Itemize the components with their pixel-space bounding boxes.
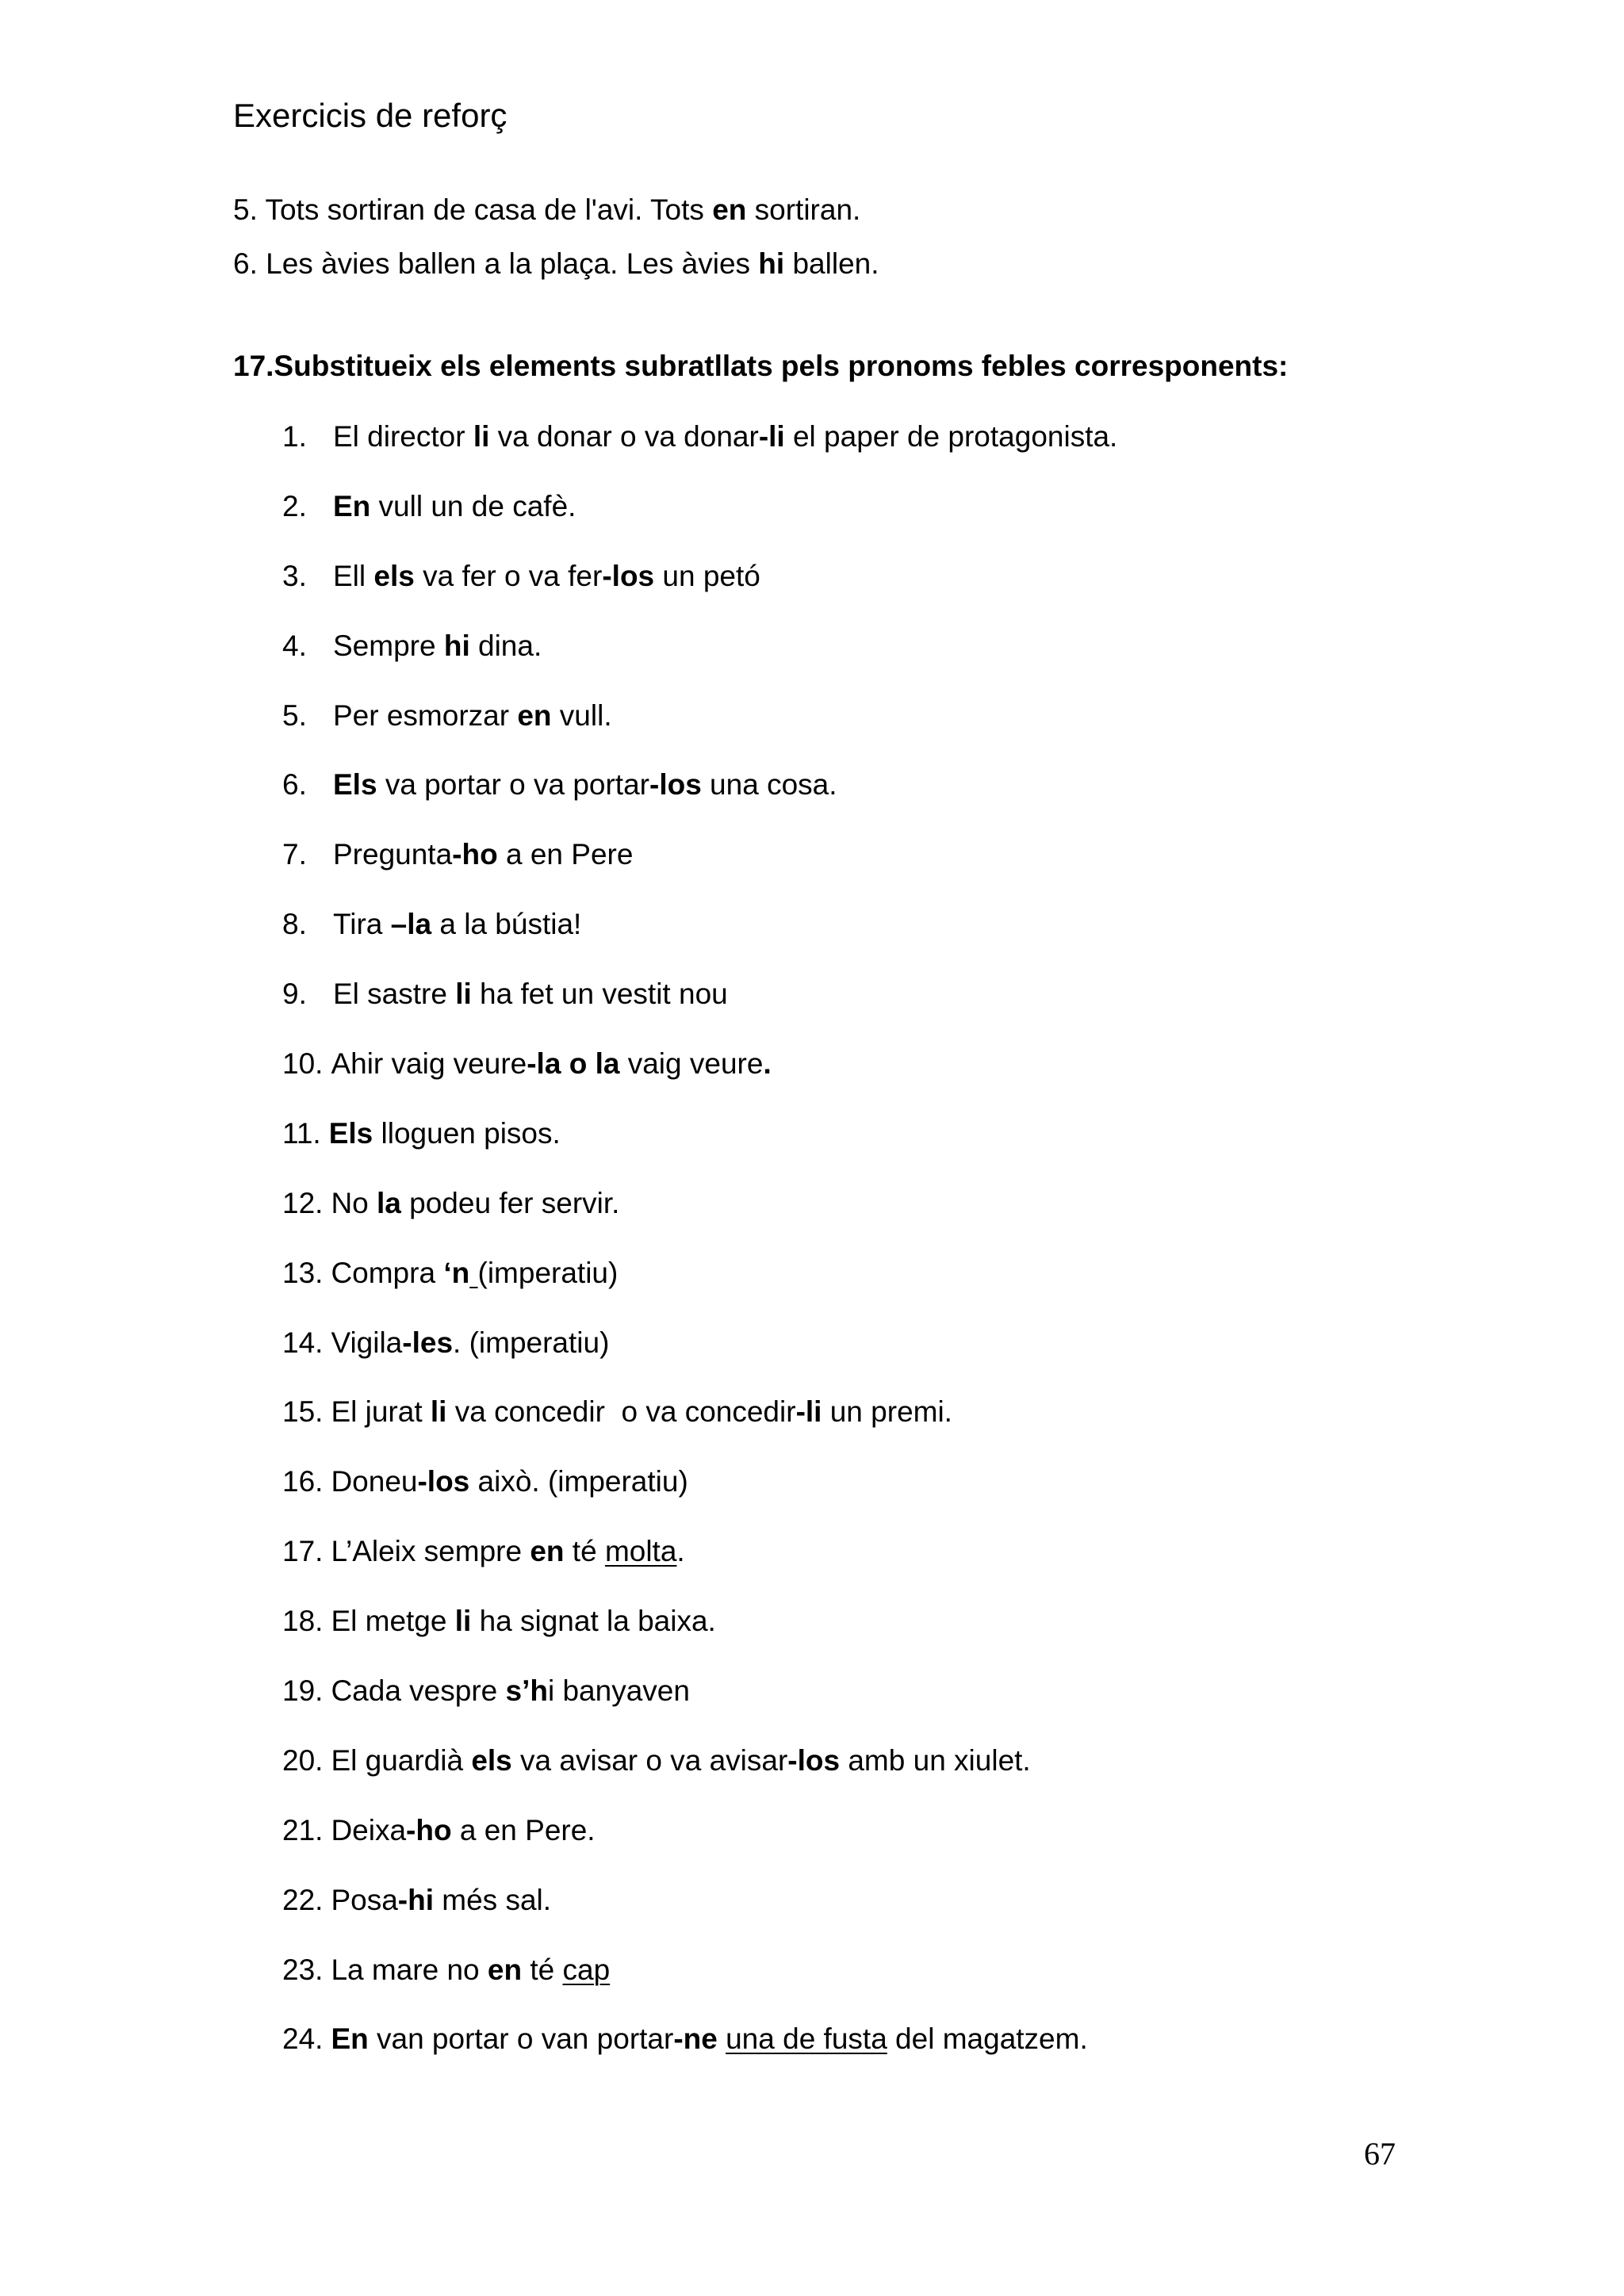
item-sentence <box>331 1812 595 1850</box>
exercise-heading: 17.Substitueix els elements subratllats pels pronoms febles corresponents: <box>233 350 1289 382</box>
item-number: 8. <box>282 908 307 941</box>
item-number: 22. <box>282 1883 324 1916</box>
item-sentence <box>331 2020 1087 2058</box>
item-sentence <box>331 1045 771 1083</box>
exercise-item <box>282 1254 1117 1324</box>
sentence-text: una cosa. <box>701 768 837 802</box>
sentence-text: 5. Tots sortiran de casa de l'avi. Tots <box>233 193 713 226</box>
sentence-text: té <box>564 1535 605 1568</box>
sentence-text: això. (imperatiu) <box>469 1465 688 1498</box>
bold-pronoun: els <box>471 1743 512 1777</box>
sentence-text: El jurat <box>331 1395 431 1429</box>
sentence-text: a en Pere. <box>451 1813 596 1846</box>
item-sentence <box>333 905 581 943</box>
sentence-text: El director <box>333 420 473 453</box>
sentence-text: Compra <box>331 1256 444 1289</box>
sentence-text: van portar o van portar <box>368 2022 674 2056</box>
bold-pronoun: Els <box>333 768 377 802</box>
sentence-text: un petó <box>654 559 760 592</box>
sentence-text: vaig veure <box>619 1047 764 1081</box>
sentence-text: Posa <box>331 1883 398 1916</box>
bold-pronoun: -los <box>417 1465 470 1498</box>
exercise-item <box>282 488 1117 557</box>
bold-pronoun: li <box>473 420 490 453</box>
bold-pronoun: -li <box>795 1395 822 1429</box>
sentence-text: del magatzem. <box>887 2022 1088 2056</box>
bold-pronoun: -la o la <box>527 1047 620 1081</box>
exercise-item <box>282 1742 1117 1812</box>
sentence-text: va donar o va donar <box>489 420 759 453</box>
bold-pronoun: li <box>454 1605 472 1638</box>
exercise-item <box>282 905 1117 975</box>
bold-pronoun: li <box>455 978 472 1011</box>
sentence-text: vull. <box>551 698 612 732</box>
bold-pronoun: hi <box>758 247 785 280</box>
bold-pronoun: -hi <box>397 1883 434 1916</box>
bold-pronoun: -les <box>402 1326 454 1359</box>
bold-pronoun: –la <box>390 908 432 941</box>
item-number: 20. <box>282 1743 324 1777</box>
bold-pronoun: -ho <box>452 838 498 871</box>
item-sentence <box>333 697 612 735</box>
exercise-item <box>282 1951 1117 2021</box>
item-number: 6. <box>282 768 307 802</box>
underlined-text: una de fusta <box>726 2022 887 2056</box>
sentence-text: Sempre <box>333 629 444 662</box>
item-sentence <box>333 766 837 804</box>
bold-pronoun: En <box>331 2022 369 2056</box>
sentence-text: lloguen pisos. <box>373 1116 561 1150</box>
bold-pronoun: . <box>763 1047 772 1081</box>
item-number: 11. <box>282 1116 321 1150</box>
bold-pronoun: en <box>712 193 747 226</box>
sentence-text: podeu fer servir. <box>400 1186 620 1219</box>
item-number: 2. <box>282 489 307 522</box>
sentence-text: va avisar o va avisar <box>511 1743 788 1777</box>
exercise-item <box>282 1393 1117 1463</box>
item-sentence <box>331 1881 551 1919</box>
item-sentence <box>333 975 728 1013</box>
sentence-text: el paper de protagonista. <box>784 420 1118 453</box>
item-number: 16. <box>282 1465 324 1498</box>
underlined-text: cap <box>562 1953 611 1986</box>
page-header: Exercicis de reforç <box>233 97 508 134</box>
sentence-text: dina. <box>469 629 542 662</box>
exercise-item <box>282 1115 1117 1184</box>
sentence-text: 6. Les àvies ballen a la plaça. Les àvies <box>233 247 759 280</box>
exercise-list <box>282 418 1117 2090</box>
bold-pronoun: ‘n <box>443 1256 470 1289</box>
sentence-text: vull un de cafè. <box>370 489 576 522</box>
sentence-text: Vigila <box>331 1326 403 1359</box>
item-sentence <box>331 1184 619 1223</box>
exercise-item <box>282 557 1117 627</box>
exercise-item <box>282 418 1117 488</box>
sentence-text: Ell <box>333 559 374 592</box>
exercise-item <box>282 1463 1117 1533</box>
item-sentence <box>333 836 633 874</box>
item-number: 24. <box>282 2022 324 2056</box>
sentence-text <box>718 2022 726 2055</box>
item-number: 5. <box>282 698 307 732</box>
sentence-text: va portar o va portar <box>377 768 649 802</box>
item-sentence <box>331 1324 609 1362</box>
item-number: 18. <box>282 1605 324 1638</box>
item-number: 17. <box>282 1535 324 1568</box>
item-sentence <box>331 1533 684 1571</box>
item-number: 12. <box>282 1186 324 1219</box>
sentence-text: Deixa <box>331 1813 407 1846</box>
item-sentence <box>333 488 576 526</box>
item-sentence <box>329 1115 561 1153</box>
exercise-item <box>282 1324 1117 1394</box>
sentence-text: va concedir o va concedir <box>446 1395 796 1429</box>
underlined-text: molta <box>604 1535 677 1568</box>
item-number: 9. <box>282 978 307 1011</box>
bold-pronoun: s’h <box>505 1674 548 1708</box>
sentence-text: . <box>676 1535 685 1568</box>
item-sentence <box>331 1463 688 1501</box>
exercise-item <box>282 1184 1117 1254</box>
bold-pronoun: Els <box>328 1116 373 1150</box>
exercise-item <box>282 766 1117 836</box>
page-number: 67 <box>1364 2136 1396 2172</box>
sentence-text: . (imperatiu) <box>453 1326 610 1359</box>
sentence-text: ha signat la baixa. <box>471 1605 716 1638</box>
sentence-text: No <box>331 1186 377 1219</box>
item-sentence <box>331 1602 715 1640</box>
exercise-item <box>282 1672 1117 1742</box>
item-number: 4. <box>282 629 307 662</box>
item-sentence <box>331 1672 690 1710</box>
exercise-item <box>282 627 1117 697</box>
item-sentence <box>333 557 760 595</box>
intro-sentences <box>233 191 879 299</box>
bold-pronoun: -ho <box>406 1813 452 1846</box>
item-number: 23. <box>282 1953 324 1986</box>
sentence-text: ballen. <box>784 247 879 280</box>
sentence-text: Ahir vaig veure <box>331 1047 527 1081</box>
item-number: 14. <box>282 1326 324 1359</box>
sentence-text: a en Pere <box>497 838 634 871</box>
item-sentence <box>333 627 542 665</box>
bold-pronoun: en <box>530 1535 565 1568</box>
sentence-text: Tira <box>333 908 391 941</box>
intro-sentence <box>233 191 879 245</box>
exercise-item <box>282 1045 1117 1115</box>
sentence-text: El guardià <box>331 1743 472 1777</box>
item-sentence <box>331 1393 952 1431</box>
bold-pronoun: En <box>333 489 371 522</box>
bold-pronoun: -ne <box>673 2022 718 2056</box>
intro-sentence <box>233 245 879 299</box>
bold-pronoun: els <box>373 559 415 592</box>
bold-pronoun: hi <box>443 629 470 662</box>
sentence-text: Doneu <box>331 1465 418 1498</box>
item-number: 21. <box>282 1813 324 1846</box>
exercise-item <box>282 2020 1117 2090</box>
sentence-text: amb un xiulet. <box>840 1743 1031 1777</box>
item-number: 10. <box>282 1047 324 1081</box>
item-number: 1. <box>282 420 307 453</box>
sentence-text: i banyaven <box>547 1674 690 1708</box>
sentence-text: sortiran. <box>746 193 861 226</box>
exercise-item <box>282 975 1117 1045</box>
sentence-text: La mare no <box>331 1953 488 1986</box>
item-sentence <box>331 1254 618 1292</box>
sentence-text: té <box>522 1953 563 1986</box>
exercise-item <box>282 1533 1117 1602</box>
item-number: 15. <box>282 1395 324 1429</box>
sentence-text: (imperatiu) <box>477 1256 619 1289</box>
item-number: 3. <box>282 559 307 592</box>
item-number: 13. <box>282 1256 324 1289</box>
bold-pronoun: -li <box>758 420 785 453</box>
bold-pronoun: la <box>377 1186 401 1219</box>
bold-pronoun: -los <box>787 1743 841 1777</box>
sentence-text: L’Aleix sempre <box>331 1535 530 1568</box>
exercise-item <box>282 1812 1117 1881</box>
sentence-text: ha fet un vestit nou <box>471 978 728 1011</box>
item-sentence <box>331 1742 1030 1780</box>
sentence-text: un premi. <box>822 1395 952 1429</box>
item-number: 19. <box>282 1674 324 1708</box>
sentence-text: El sastre <box>333 978 456 1011</box>
exercise-item <box>282 836 1117 905</box>
bold-pronoun: en <box>487 1953 523 1986</box>
underlined-text <box>469 1257 477 1289</box>
sentence-text: a la bústia! <box>431 908 582 941</box>
bold-pronoun: -los <box>649 768 702 802</box>
item-sentence <box>333 418 1117 456</box>
sentence-text: El metge <box>331 1605 455 1638</box>
sentence-text: Pregunta <box>333 838 453 871</box>
bold-pronoun: en <box>517 698 552 732</box>
sentence-text: va fer o va fer <box>414 559 603 592</box>
item-number: 7. <box>282 838 307 871</box>
sentence-text: més sal. <box>433 1883 552 1916</box>
exercise-item <box>282 1602 1117 1672</box>
sentence-text: Per esmorzar <box>333 698 518 732</box>
sentence-text: Cada vespre <box>331 1674 506 1708</box>
exercise-item <box>282 1881 1117 1951</box>
item-sentence <box>331 1951 610 1989</box>
exercise-item <box>282 697 1117 767</box>
bold-pronoun: li <box>430 1395 447 1429</box>
bold-pronoun: -los <box>602 559 655 592</box>
